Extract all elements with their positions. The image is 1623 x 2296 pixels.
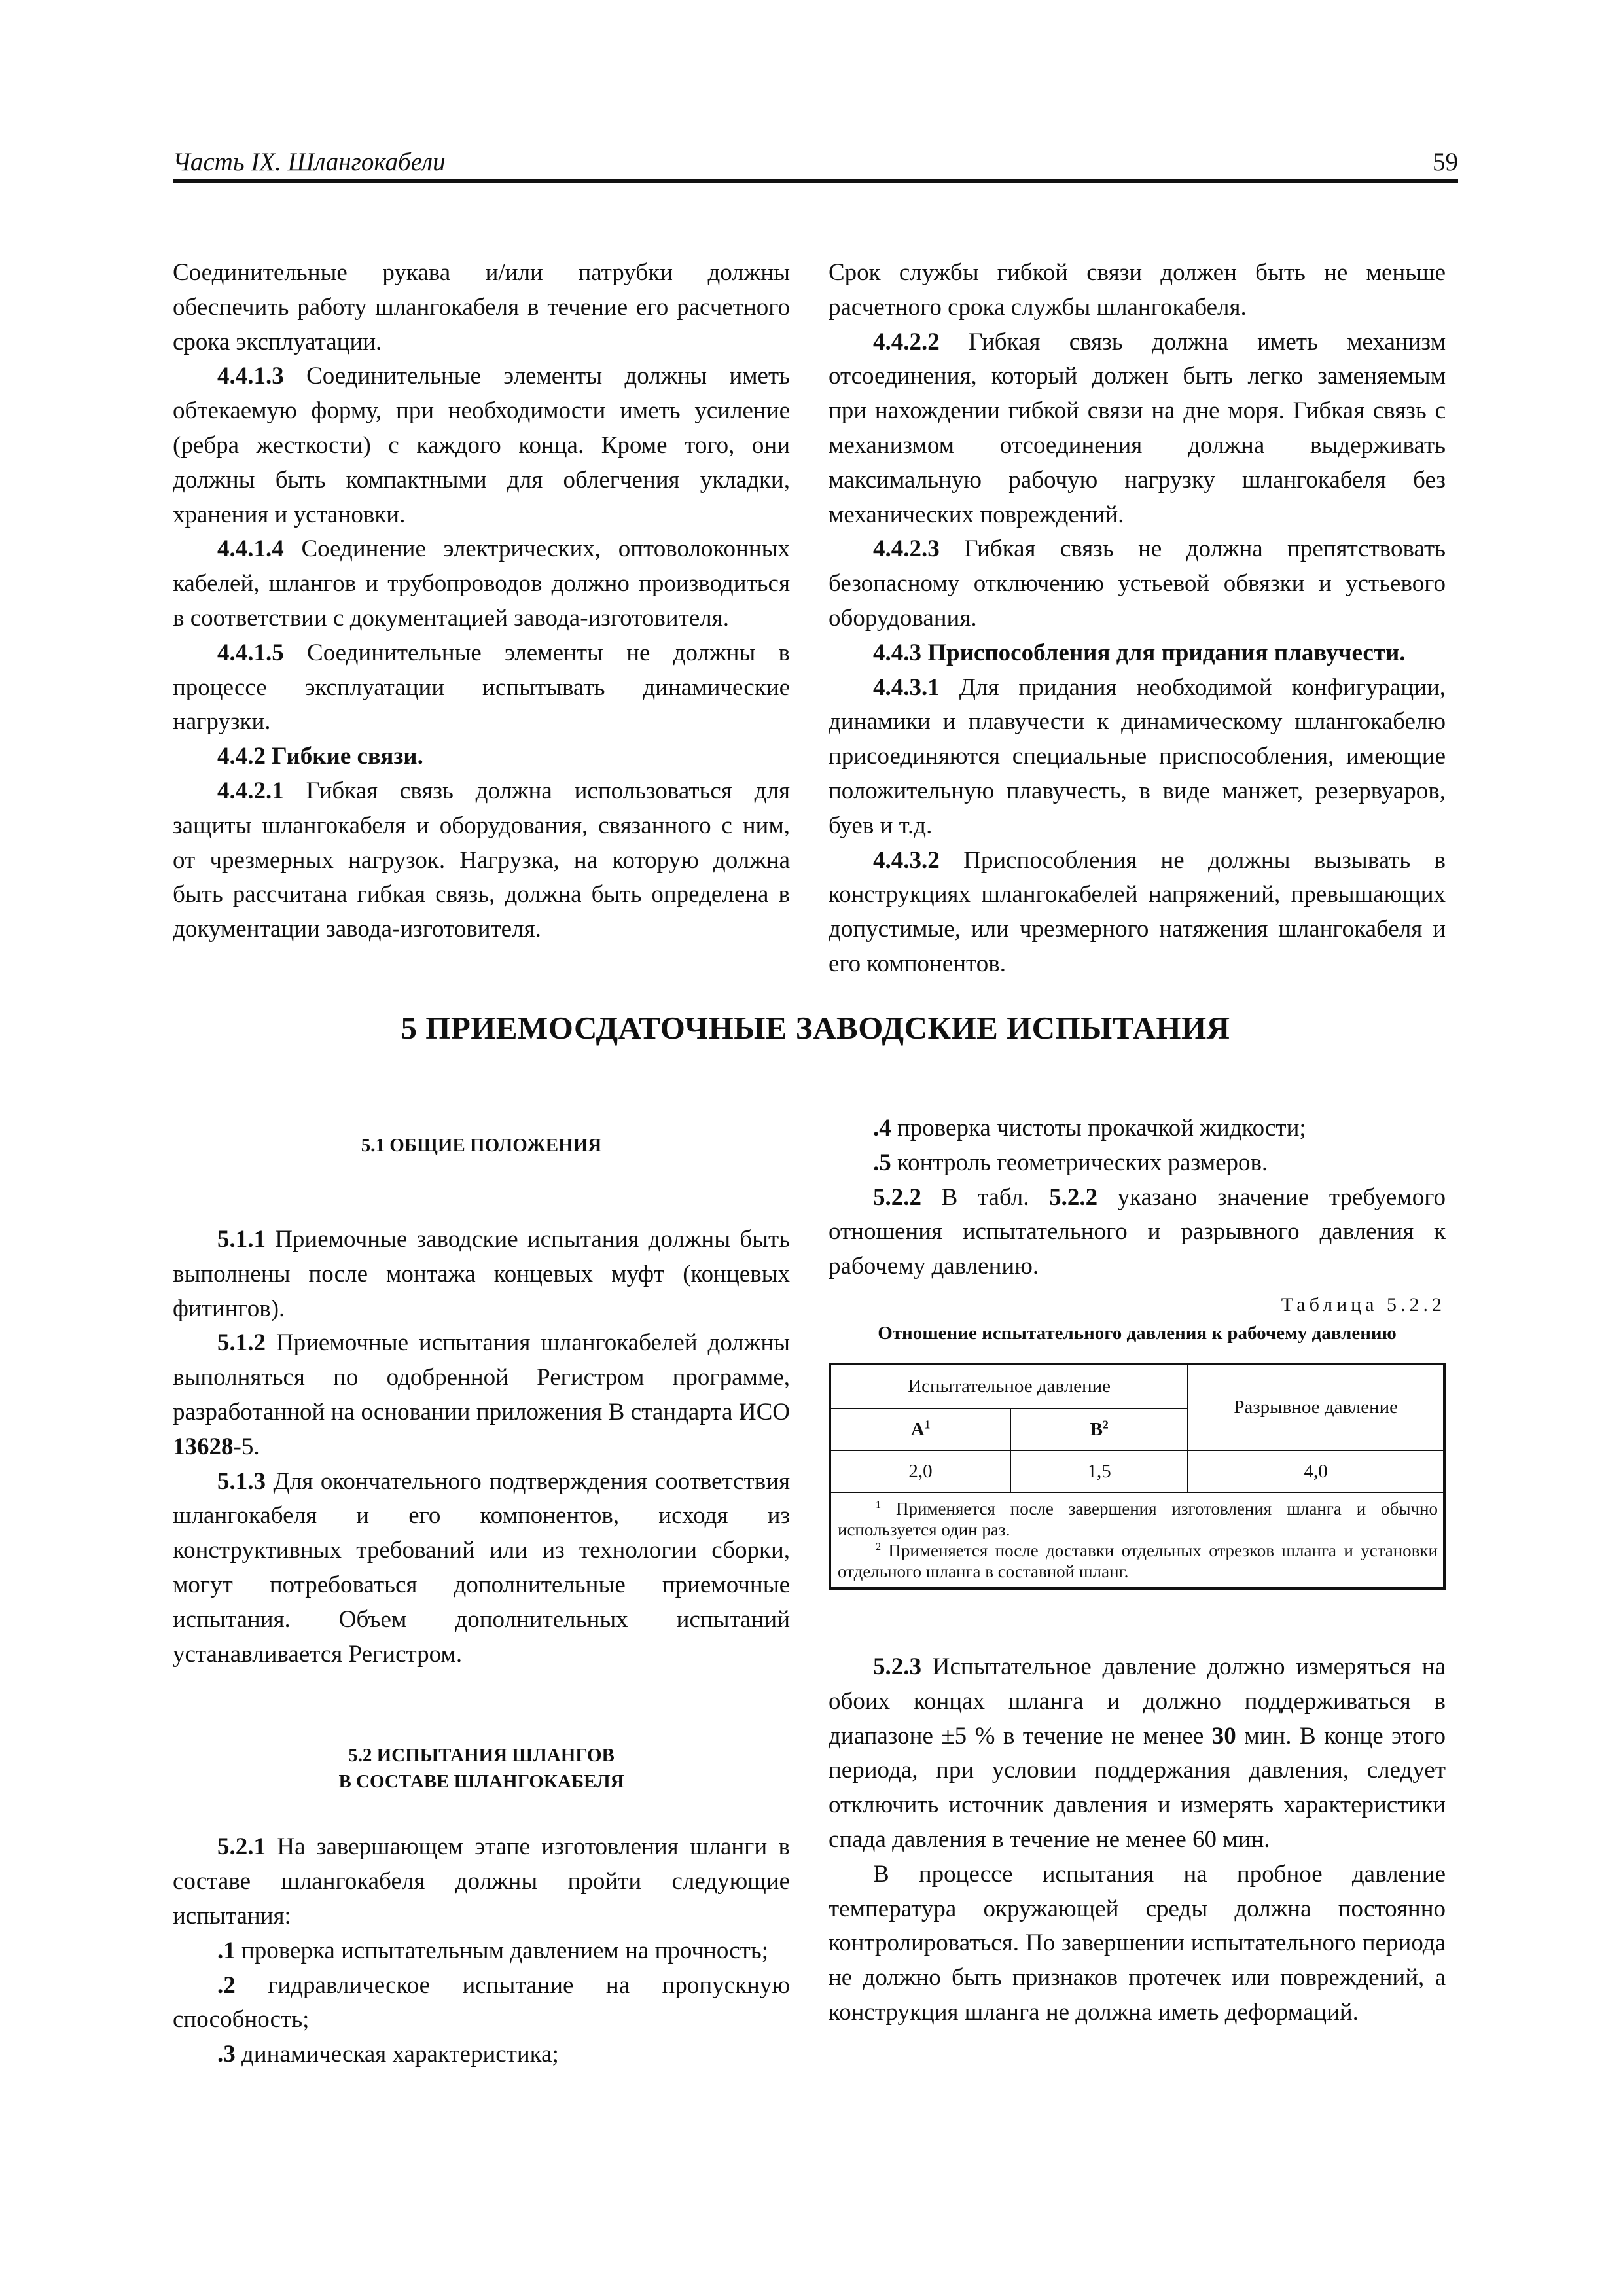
top-left-column [173, 256, 790, 947]
chapter-title: 5 ПРИЕМОСДАТОЧНЫЕ ЗАВОДСКИЕ ИСПЫТАНИЯ [401, 1010, 1230, 1046]
paragraph-4-4-2-2: 4.4.2.2 Гибкая связь должна иметь механизм отсоединения, который должен быть легко заменяемым при нахождении гибкой связи на дне моря. Гибкая связь с механизмом отсоединения должна выдерживать максимальную рабочую нагрузку шлангокабеля без механических повреждений. [829, 328, 1446, 528]
paragraph-4-4-3-2: 4.4.3.2 Приспособления не должны вызывать в конструкциях шлангокабелей напряжений, превышающих допустимые, или чрезмерного натяжения шлангокабеля и его компонентов. [829, 846, 1446, 977]
paragraph-4-4-2-1: 4.4.2.1 Гибкая связь должна использоваться для защиты шлангокабеля и оборудования, связанного с ним, от чрезмерных нагрузок. Нагрузка, на которую должна быть рассчитана гибкая связь, должна быть определена в документации завода-изготовителя. [173, 777, 790, 943]
table-cell-a: 2,0 [830, 1450, 1010, 1492]
running-header [173, 143, 1458, 183]
table-note-2: $^2$ Применяется после доставки отдельных отрезков шланга и установки отдельного шланга в составной шланг. [838, 1540, 1438, 1581]
bottom-right-column [829, 1111, 1446, 2030]
paragraph-5-2-3: 5.2.3 Испытательное давление должно измеряться на обоих концах шланга и должно поддерживаться в диапазоне ±5 % в течение не менее 30 мин. В конце этого периода, при условии поддержания давления, следует отключить источник давления и измерять характеристики спада давления в течение не менее 60 мин. [829, 1653, 1446, 1853]
list-item-1: .1 проверка испытательным давлением на прочность; [217, 1937, 768, 1964]
paragraph-4-4-2-3: 4.4.2.3 Гибкая связь не должна препятствовать безопасному отключению устьевой обвязки и устьевого оборудования. [829, 535, 1446, 632]
table-title: Отношение испытательного давления к рабочему давлению [878, 1322, 1397, 1344]
paragraph-5-2-1: 5.2.1 На завершающем этапе изготовления шланги в составе шлангокабеля должны пройти следующие испытания: [173, 1833, 790, 1929]
table-header-b: $B^2$ [1010, 1408, 1188, 1450]
table-cell-burst: 4,0 [1188, 1450, 1444, 1492]
paragraph: Соединительные рукава и/или патрубки должны обеспечить работу шлангокабеля в течение его расчетного срока эксплуатации. [173, 259, 790, 355]
heading-4-4-2: 4.4.2 Гибкие связи. [217, 743, 423, 770]
table-header-test-pressure: Испытательное давление [830, 1364, 1188, 1408]
section-heading-5-1: 5.1 ОБЩИЕ ПОЛОЖЕНИЯ [361, 1135, 602, 1156]
list-item-5: .5 контроль геометрических размеров. [873, 1149, 1268, 1176]
page-number: 59 [1433, 148, 1458, 176]
paragraph-temperature: В процессе испытания на пробное давление температура окружающей среды должна постоянно контролироваться. По завершении испытательного периода не должно быть признаков протечек или повреждений, а конструкция шланга не должна иметь деформаций. [829, 1860, 1446, 2026]
pressure-ratio-table [829, 1363, 1446, 1590]
list-item-2: .2 гидравлическое испытание на пропускную способность; [173, 1971, 790, 2034]
heading-4-4-3: 4.4.3 Приспособления для придания плавучести. [873, 639, 1406, 666]
section-heading-5-2: 5.2 ИСПЫТАНИЯ ШЛАНГОВ В СОСТАВЕ ШЛАНГОКАБЕЛЯ [338, 1745, 624, 1793]
table-row [830, 1492, 1444, 1588]
paragraph-4-4-1-3: 4.4.1.3 Соединительные элементы должны иметь обтекаемую форму, при необходимости иметь усиление (ребра жесткости) с каждого конца. Кроме того, они должны быть компактными для облегчения укладки, хранения и установки. [173, 363, 790, 528]
running-header-title: Часть IX. Шлангокабели [173, 148, 446, 176]
table-header-burst-pressure: Разрывное давление [1188, 1364, 1444, 1450]
list-item-3: .3 динамическая характеристика; [217, 2041, 559, 2068]
paragraph-4-4-1-5: 4.4.1.5 Соединительные элементы не должны в процессе эксплуатации испытывать динамические нагрузки. [173, 639, 790, 736]
table-cell-b: 1,5 [1010, 1450, 1188, 1492]
paragraph-4-4-1-4: 4.4.1.4 Соединение электрических, оптоволоконных кабелей, шлангов и трубопроводов должно производиться в соответствии с документацией завода-изготовителя. [173, 535, 790, 632]
paragraph-4-4-3-1: 4.4.3.1 Для придания необходимой конфигурации, динамики и плавучести к динамическому шлангокабелю присоединяются специальные приспособления, имеющие положительную плавучесть, в виде манжет, резервуаров, буев и т.д. [829, 673, 1446, 839]
table-header-a: $A^1$ [830, 1408, 1010, 1450]
list-item-4: .4 проверка чистоты прокачкой жидкости; [873, 1115, 1306, 1141]
top-right-column [829, 256, 1446, 982]
bottom-left-column [173, 1113, 790, 2072]
paragraph-5-2-2: 5.2.2 В табл. 5.2.2 указано значение требуемого отношения испытательного и разрывного давления к рабочему давлению. [829, 1183, 1446, 1280]
table-note-1: $^1$ Применяется после завершения изготовления шланга и обычно используется один раз. [838, 1498, 1438, 1539]
paragraph: Срок службы гибкой связи должен быть не меньше расчетного срока службы шлангокабеля. [829, 259, 1446, 321]
table-notes [830, 1492, 1444, 1588]
paragraph-5-1-3: 5.1.3 Для окончательного подтверждения соответствия шлангокабеля и его компонентов, исходя из конструктивных требований или из технологии сборки, могут потребоваться дополнительные приемочные испытания. Объем дополнительных испытаний устанавливается Регистром. [173, 1467, 790, 1668]
table-label: Таблица 5.2.2 [1281, 1293, 1446, 1316]
table-row [830, 1450, 1444, 1492]
table-row [830, 1364, 1444, 1408]
paragraph-5-1-1: 5.1.1 Приемочные заводские испытания должны быть выполнены после монтажа концевых муфт (концевых фитингов). [173, 1226, 790, 1322]
paragraph-5-1-2: 5.1.2 Приемочные испытания шлангокабелей должны выполняться по одобренной Регистром программе, разработанной на основании приложения В стандарта ИСО 13628-5. [173, 1329, 790, 1460]
